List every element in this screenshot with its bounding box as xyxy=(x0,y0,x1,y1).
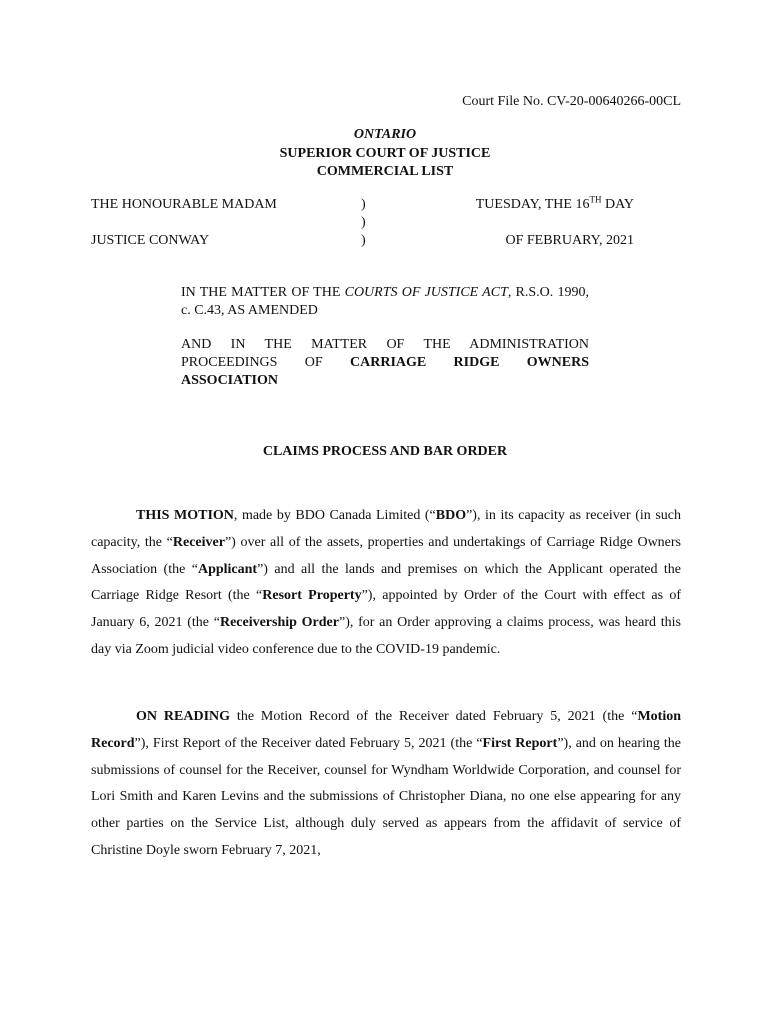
p1-run: ”), for an Order approving a claims process, was heard this day via Zoom judicial video conference due to the COVID-19 pandemic. xyxy=(91,615,681,657)
matter1-act: COURTS OF JUSTICE ACT xyxy=(344,285,508,300)
p1-run: ”) and all the lands and premises on which the Applicant operated the Carriage Ridge Resort (the “ xyxy=(91,561,681,604)
bracket-2: ) xyxy=(361,215,366,230)
matter-courts-act xyxy=(181,284,589,320)
matter-administration xyxy=(181,336,589,390)
p2-run: ”), First Report of the Receiver dated February 5, 2021 (the “ xyxy=(134,735,483,751)
p1-run: Receivership Order xyxy=(219,615,339,631)
date-prefix: TUESDAY, THE 16 xyxy=(475,197,590,212)
order-title: CLAIMS PROCESS AND BAR ORDER xyxy=(262,444,508,459)
p2-run: ON READING xyxy=(136,709,231,724)
bracket-1: ) xyxy=(361,197,366,212)
p2-run: the Motion Record of the Receiver dated February 5, 2021 (the “ xyxy=(230,709,638,724)
p2-run: ”), and on hearing the submissions of counsel for the Receiver, counsel for Wyndham Worldwide Corporation, and counsel for Lori Smith and Karen Levins and the submissions of Christopher Diana, no one else appearing for any other parties on the Service List, although duly served as appears from the affidavit of service of Christine Doyle sworn February 7, 2021, xyxy=(91,735,681,858)
matter2-party: CARRIAGE RIDGE OWNERS ASSOCIATION xyxy=(181,355,589,388)
judge-line-2: JUSTICE CONWAY xyxy=(91,233,210,248)
p1-run: ”), appointed by Order of the Court with effect as of January 6, 2021 (the “ xyxy=(91,588,682,631)
p1-run: Resort Property xyxy=(262,588,362,604)
paragraph-this-motion xyxy=(91,503,681,664)
p1-run: ”) over all of the assets, properties and undertakings of Carriage Ridge Owners Association (the “ xyxy=(91,534,682,577)
date-line-1 xyxy=(475,194,634,213)
date-suffix: DAY xyxy=(601,197,634,212)
p1-run: Applicant xyxy=(197,561,258,577)
p1-run: ”), in its capacity as receiver (in such capacity, the “ xyxy=(91,508,681,550)
p1-run: BDO xyxy=(435,508,467,523)
judge-line-1: THE HONOURABLE MADAM xyxy=(91,197,277,212)
matter2-pre: AND IN THE MATTER OF THE ADMINISTRATION PROCEEDINGS OF xyxy=(181,337,589,370)
date-ordinal: TH xyxy=(589,194,602,205)
matter1-post: , R.S.O. 1990, c. C.43, AS AMENDED xyxy=(181,285,589,318)
bracket-3: ) xyxy=(361,233,366,248)
p2-run: First Report xyxy=(482,735,558,751)
p1-run: , made by BDO Canada Limited (“ xyxy=(233,508,436,523)
matter1-pre: IN THE MATTER OF THE xyxy=(181,285,345,300)
p1-run: Receiver xyxy=(172,534,225,550)
date-line-2: OF FEBRUARY, 2021 xyxy=(505,233,634,248)
p2-run: Motion Record xyxy=(91,709,682,751)
heading-list: COMMERCIAL LIST xyxy=(316,164,454,179)
heading-province: ONTARIO xyxy=(353,127,417,142)
court-file-number: Court File No. CV-20-00640266-00CL xyxy=(462,94,681,109)
heading-court: SUPERIOR COURT OF JUSTICE xyxy=(279,146,491,161)
p1-run: THIS MOTION xyxy=(136,508,234,523)
paragraph-on-reading xyxy=(91,704,681,865)
